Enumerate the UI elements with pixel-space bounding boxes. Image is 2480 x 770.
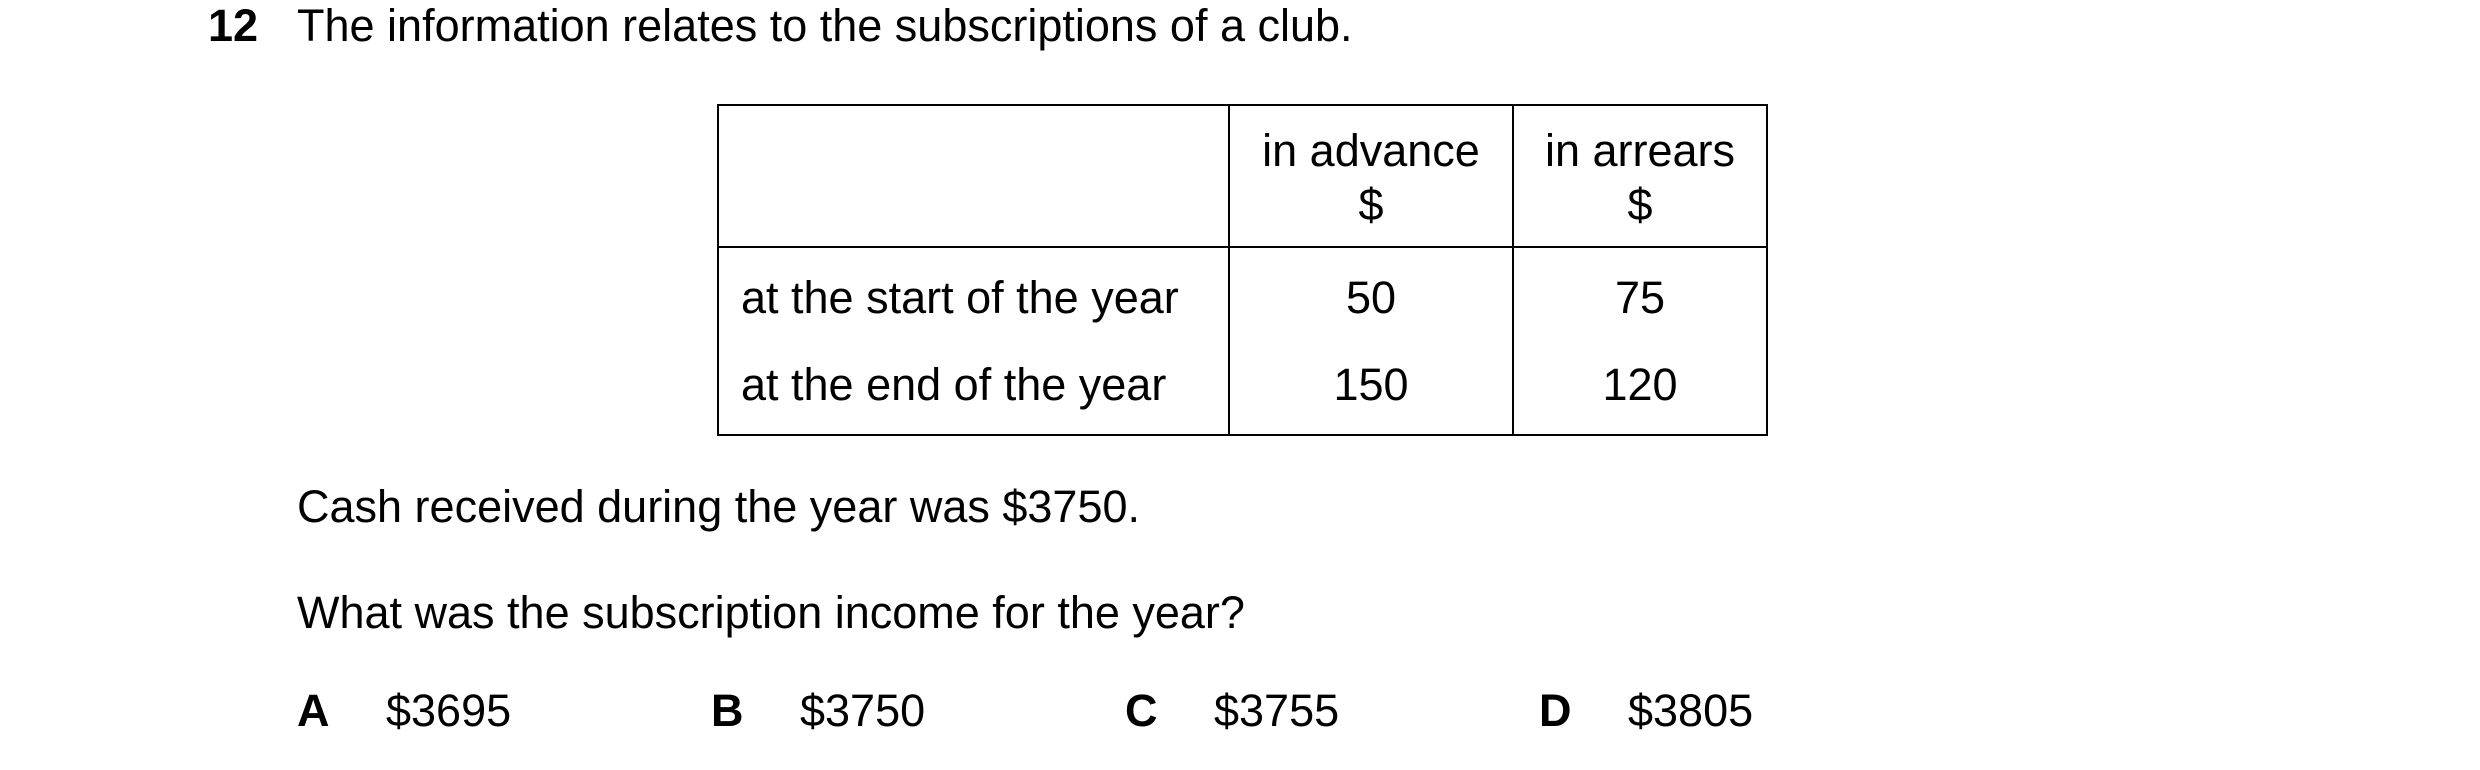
option-letter: D (1539, 685, 1572, 736)
option-letter: C (1125, 685, 1158, 736)
header-in-arrears-unit: $ (1627, 179, 1653, 230)
row-label-end: at the end of the year (718, 357, 1229, 435)
option-value: $3695 (386, 685, 512, 736)
option-d[interactable] (1539, 685, 1754, 737)
option-c[interactable] (1125, 685, 1340, 737)
header-in-advance (1229, 105, 1513, 247)
question-prompt: What was the subscription income for the year? (297, 587, 1245, 638)
end-in-advance: 150 (1229, 357, 1513, 435)
header-in-arrears (1513, 105, 1767, 247)
option-b[interactable] (711, 685, 926, 737)
option-letter: A (297, 685, 330, 736)
header-in-arrears-label: in arrears (1544, 125, 1736, 176)
header-in-advance-unit: $ (1358, 179, 1384, 230)
table-row (718, 247, 1767, 357)
option-value: $3755 (1214, 685, 1340, 736)
header-empty-cell (718, 105, 1229, 247)
start-in-arrears: 75 (1513, 247, 1767, 357)
question-number: 12 (208, 0, 259, 51)
end-in-arrears: 120 (1513, 357, 1767, 435)
row-label-start: at the start of the year (718, 247, 1229, 357)
cash-statement: Cash received during the year was $3750. (297, 481, 1141, 532)
table-row (718, 357, 1767, 435)
header-in-advance-label: in advance (1262, 125, 1480, 176)
option-letter: B (711, 685, 744, 736)
subscriptions-table (717, 104, 1768, 436)
question-stem: The information relates to the subscriptions of a club. (297, 0, 1353, 51)
start-in-advance: 50 (1229, 247, 1513, 357)
option-value: $3805 (1628, 685, 1754, 736)
option-a[interactable] (297, 685, 512, 737)
option-value: $3750 (800, 685, 926, 736)
table-header-row (718, 105, 1767, 247)
